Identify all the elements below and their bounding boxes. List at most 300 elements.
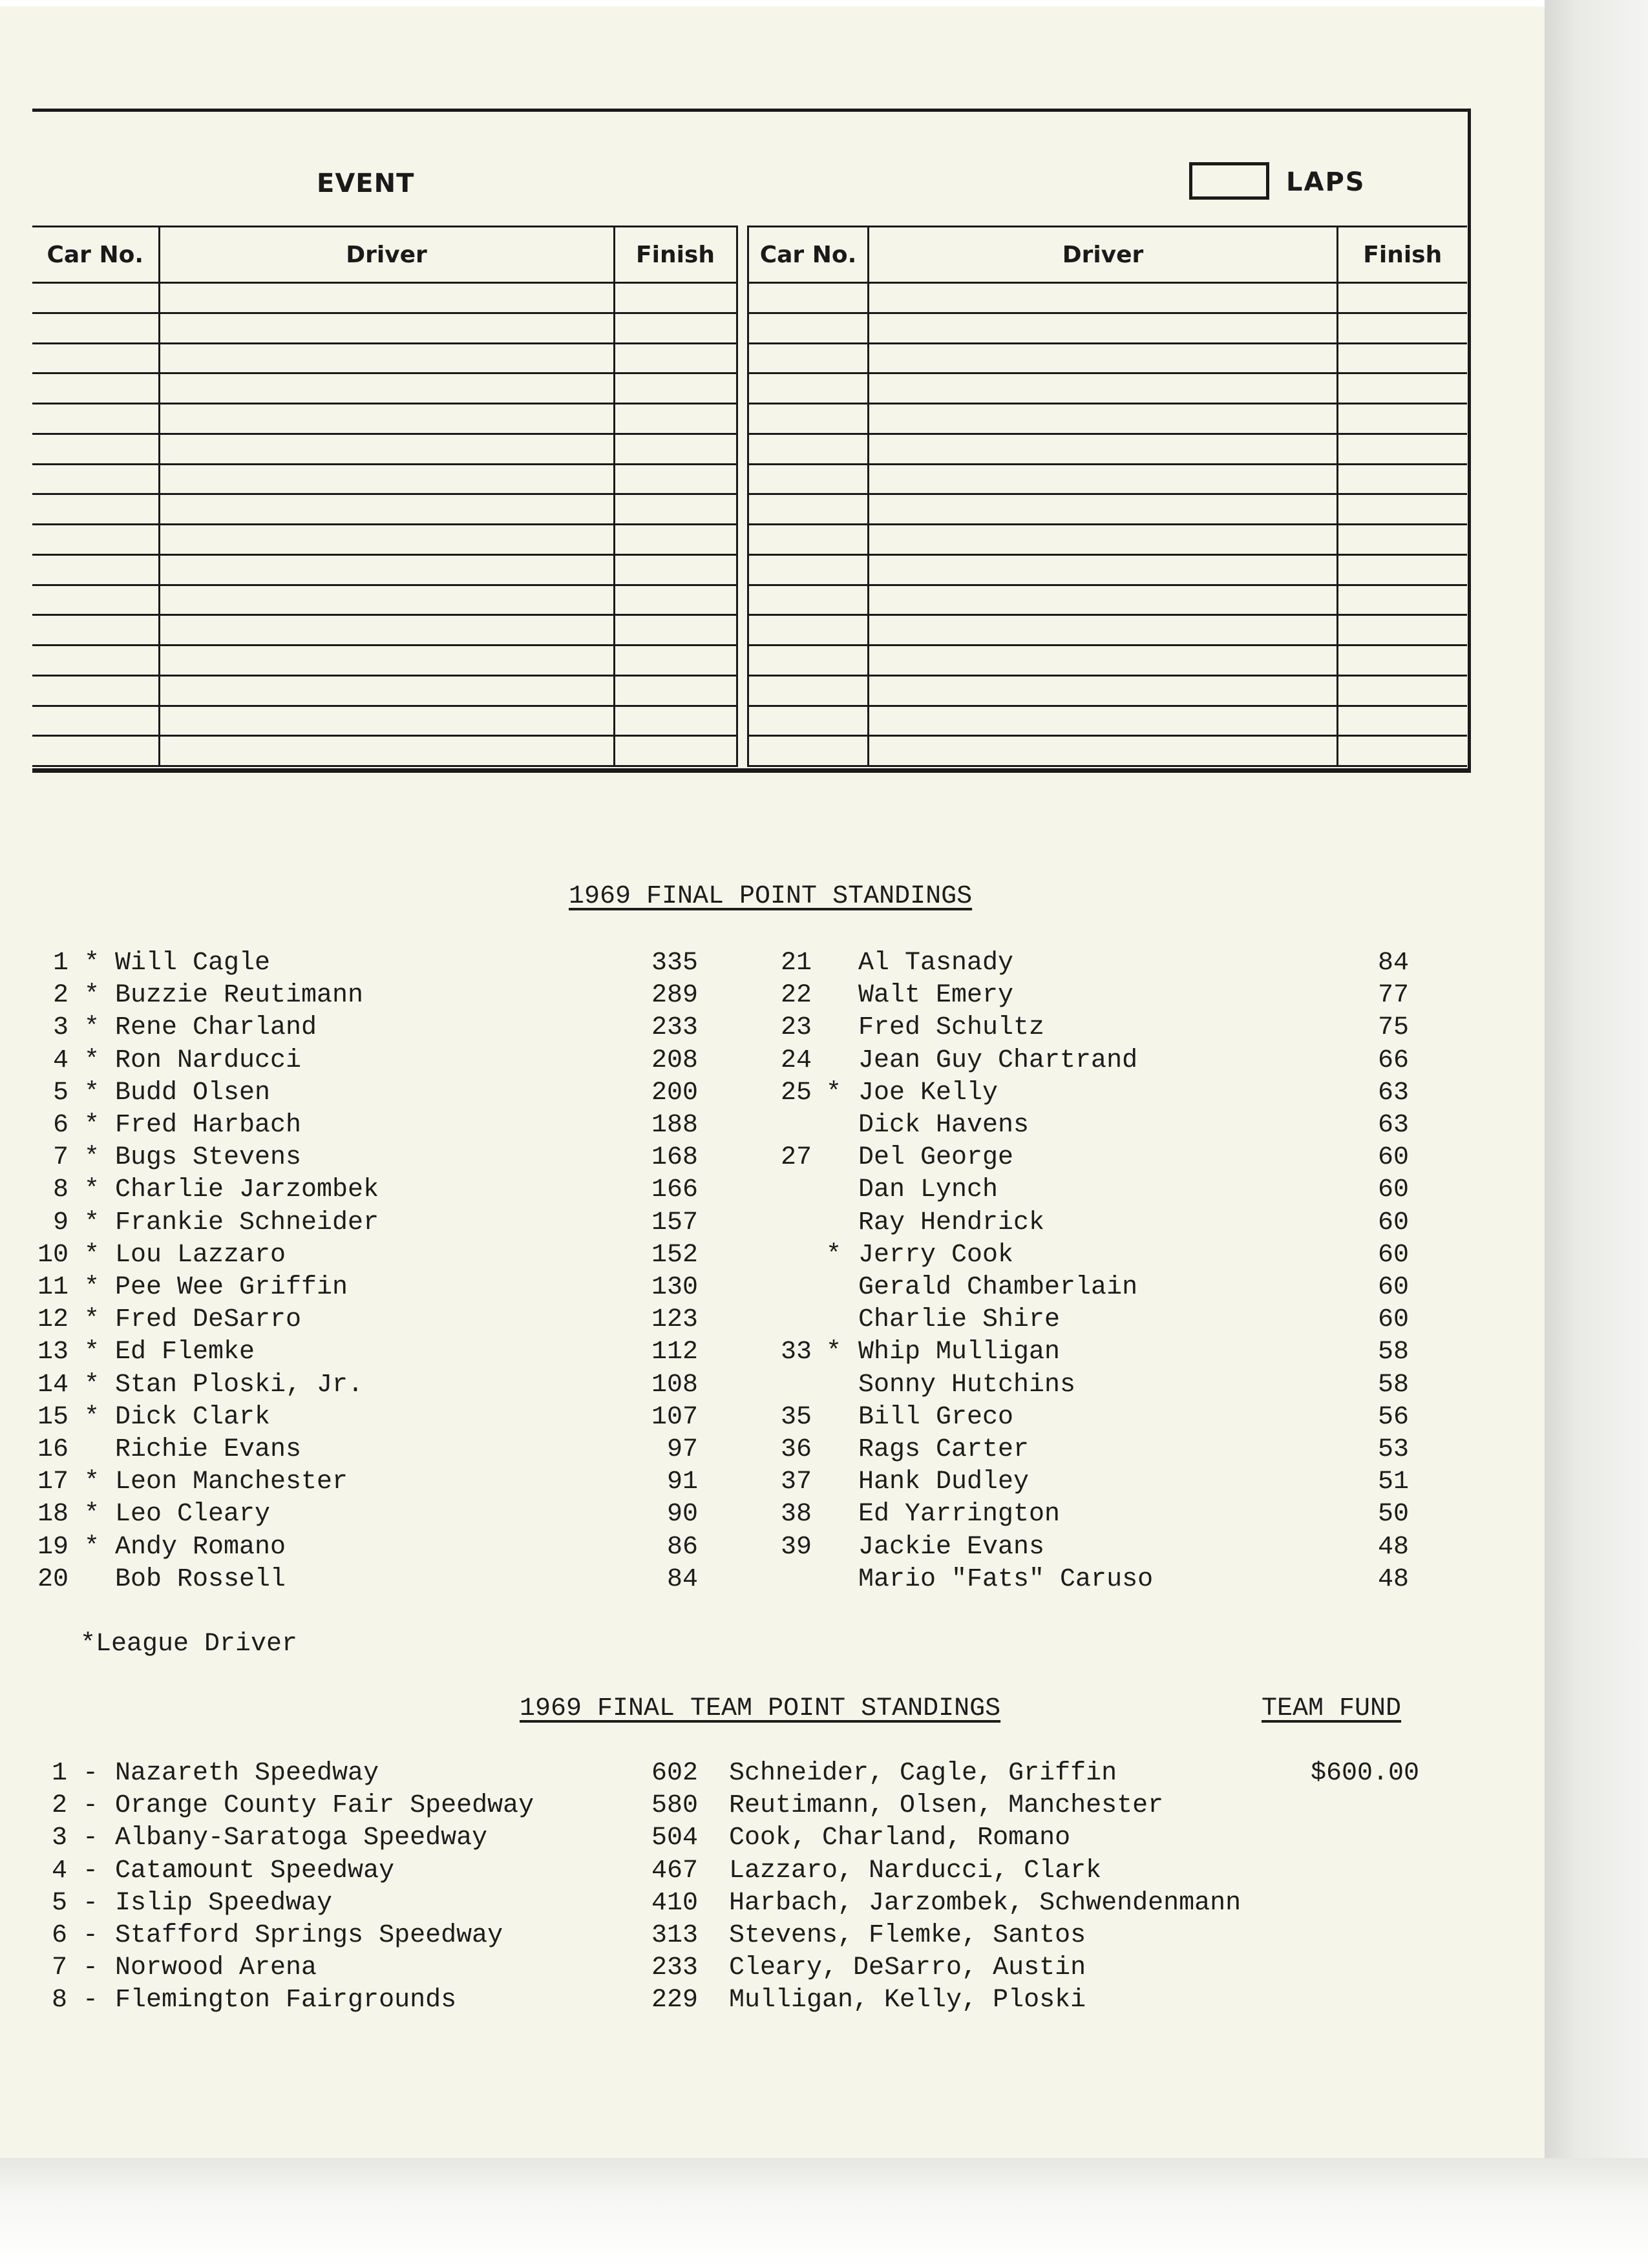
league-driver-marker: *: [84, 981, 100, 1011]
standing-points: 63: [1377, 1078, 1409, 1108]
league-driver-marker: *: [84, 1078, 100, 1108]
team-drivers: Harbach, Jarzombek, Schwendenmann: [729, 1888, 1241, 1918]
blank-entry-row: [748, 646, 1467, 676]
driver-cell[interactable]: [869, 313, 1338, 343]
team-points: 504: [651, 1823, 698, 1853]
car-no-cell[interactable]: [748, 404, 869, 434]
standing-points: 60: [1377, 1175, 1409, 1205]
blank-entry-row: [32, 615, 737, 646]
standing-driver-name: Rags Carter: [858, 1435, 1030, 1464]
league-driver-footnote: *League Driver: [80, 1630, 298, 1659]
team-points: 467: [651, 1856, 698, 1885]
standing-position: 6: [52, 1111, 69, 1140]
league-driver-marker: *: [84, 1467, 100, 1497]
finish-cell[interactable]: [614, 464, 737, 494]
standing-driver-name: Sonny Hutchins: [858, 1370, 1076, 1400]
driver-cell[interactable]: [869, 434, 1338, 464]
standing-driver-name: Whip Mulligan: [858, 1338, 1061, 1367]
finish-cell[interactable]: [1338, 675, 1467, 706]
car-no-cell[interactable]: [32, 313, 159, 343]
driver-cell[interactable]: [869, 585, 1338, 615]
driver-cell[interactable]: [869, 404, 1338, 434]
car-no-cell[interactable]: [748, 525, 869, 555]
standing-position: 37: [780, 1467, 812, 1497]
standing-points: 84: [666, 1564, 698, 1594]
standing-driver-name: Stan Ploski, Jr.: [115, 1370, 364, 1400]
car-no-cell[interactable]: [32, 646, 159, 676]
standing-driver-name: Dick Havens: [858, 1111, 1030, 1140]
driver-cell[interactable]: [159, 525, 614, 555]
finish-cell[interactable]: [1338, 646, 1467, 676]
blank-entry-row: [748, 706, 1467, 736]
car-no-cell[interactable]: [32, 373, 159, 404]
blank-entry-row: [32, 554, 737, 585]
blank-entry-row: [748, 615, 1467, 646]
standing-driver-name: Charlie Shire: [858, 1305, 1061, 1335]
standing-points: 86: [666, 1532, 698, 1562]
standing-position: 33: [780, 1338, 812, 1367]
laps-label: LAPS: [1286, 167, 1366, 197]
finish-header: Finish: [1338, 227, 1467, 283]
finish-cell[interactable]: [614, 313, 737, 343]
finish-cell[interactable]: [1338, 373, 1467, 404]
blank-entry-row: [748, 343, 1467, 373]
driver-cell[interactable]: [159, 404, 614, 434]
team-points: 602: [651, 1759, 698, 1788]
standing-position: 39: [780, 1532, 812, 1562]
driver-cell[interactable]: [159, 434, 614, 464]
driver-cell[interactable]: [869, 343, 1338, 373]
finish-cell[interactable]: [614, 615, 737, 646]
car-no-cell[interactable]: [32, 283, 159, 313]
finish-cell[interactable]: [1338, 434, 1467, 464]
league-driver-marker: *: [826, 1078, 842, 1108]
blank-entry-row: [748, 736, 1467, 766]
standing-position: 3: [52, 1013, 69, 1043]
standing-driver-name: Fred Schultz: [858, 1013, 1045, 1043]
driver-cell[interactable]: [159, 615, 614, 646]
driver-header: Driver: [869, 227, 1338, 283]
standing-points: 208: [651, 1045, 698, 1075]
standing-driver-name: Jean Guy Chartrand: [858, 1045, 1138, 1075]
standing-driver-name: Ed Yarrington: [858, 1500, 1061, 1529]
finish-cell[interactable]: [614, 494, 737, 525]
standing-position: 16: [37, 1435, 69, 1464]
blank-entry-row: [748, 525, 1467, 555]
standing-points: 48: [1377, 1564, 1409, 1594]
standing-points: 51: [1377, 1467, 1409, 1497]
car-no-cell[interactable]: [32, 494, 159, 525]
standing-driver-name: Joe Kelly: [858, 1078, 998, 1108]
league-driver-marker: *: [84, 949, 100, 978]
blank-entry-row: [32, 434, 737, 464]
event-label: EVENT: [317, 169, 415, 198]
blank-entry-row: [32, 646, 737, 676]
standing-points: 60: [1377, 1305, 1409, 1335]
standing-points: 168: [651, 1143, 698, 1173]
standing-driver-name: Will Cagle: [115, 949, 271, 978]
standing-position: 5: [52, 1078, 69, 1108]
finish-cell[interactable]: [614, 525, 737, 555]
finish-cell[interactable]: [614, 373, 737, 404]
standing-driver-name: Walt Emery: [858, 981, 1014, 1011]
standing-driver-name: Andy Romano: [115, 1532, 286, 1562]
team-track-name: Albany-Saratoga Speedway: [115, 1823, 488, 1853]
finish-cell[interactable]: [614, 343, 737, 373]
finish-cell[interactable]: [614, 675, 737, 706]
car-no-cell[interactable]: [32, 525, 159, 555]
finish-cell[interactable]: [1338, 615, 1467, 646]
standing-driver-name: Richie Evans: [115, 1435, 302, 1464]
car-no-cell[interactable]: [32, 706, 159, 736]
league-driver-marker: *: [84, 1111, 100, 1140]
team-drivers: Stevens, Flemke, Santos: [729, 1921, 1086, 1950]
standing-position: 1: [52, 949, 69, 978]
team-position: 2 -: [52, 1791, 99, 1821]
finish-cell[interactable]: [1338, 464, 1467, 494]
car-no-cell[interactable]: [748, 494, 869, 525]
standing-driver-name: Dick Clark: [115, 1402, 271, 1432]
standing-points: 56: [1377, 1402, 1409, 1432]
driver-cell[interactable]: [159, 646, 614, 676]
standing-position: 27: [780, 1143, 812, 1173]
league-driver-marker: *: [84, 1240, 100, 1270]
standing-position: 19: [37, 1532, 69, 1562]
finish-cell[interactable]: [1338, 706, 1467, 736]
league-driver-marker: *: [84, 1500, 100, 1529]
finish-cell[interactable]: [1338, 343, 1467, 373]
car-no-cell[interactable]: [748, 554, 869, 585]
car-no-cell[interactable]: [748, 464, 869, 494]
standing-position: 9: [52, 1208, 69, 1237]
finish-cell[interactable]: [614, 706, 737, 736]
standing-position: 7: [52, 1143, 69, 1173]
standing-points: 75: [1377, 1013, 1409, 1043]
standing-driver-name: Bob Rossell: [115, 1564, 286, 1594]
blank-entry-row: [32, 706, 737, 736]
standing-position: 20: [37, 1564, 69, 1594]
driver-cell[interactable]: [159, 283, 614, 313]
car-no-cell[interactable]: [748, 373, 869, 404]
standing-points: 63: [1377, 1111, 1409, 1140]
league-driver-marker: *: [84, 1143, 100, 1173]
driver-cell[interactable]: [159, 675, 614, 706]
league-driver-marker: *: [826, 1338, 842, 1367]
finish-cell[interactable]: [1338, 283, 1467, 313]
driver-cell[interactable]: [159, 464, 614, 494]
team-standings-title: 1969 FINAL TEAM POINT STANDINGS: [520, 1694, 1001, 1723]
team-drivers: Mulligan, Kelly, Ploski: [729, 1986, 1086, 2015]
blank-entry-row: [748, 554, 1467, 585]
team-drivers: Cook, Charland, Romano: [729, 1823, 1071, 1853]
car-no-cell[interactable]: [32, 585, 159, 615]
team-fund-amount: $600.00: [1311, 1759, 1420, 1788]
blank-entry-row: [32, 373, 737, 404]
team-track-name: Norwood Arena: [115, 1953, 317, 1983]
blank-entry-row: [32, 736, 737, 766]
standing-driver-name: Al Tasnady: [858, 949, 1014, 978]
standing-points: 166: [651, 1175, 698, 1205]
standing-points: 91: [666, 1467, 698, 1497]
standing-driver-name: Rene Charland: [115, 1013, 317, 1043]
standing-position: 4: [52, 1045, 69, 1075]
standing-driver-name: Mario "Fats" Caruso: [858, 1564, 1154, 1594]
standing-points: 289: [651, 981, 698, 1011]
standing-points: 58: [1377, 1370, 1409, 1400]
finish-cell[interactable]: [1338, 736, 1467, 766]
standing-points: 130: [651, 1273, 698, 1302]
standing-driver-name: Fred DeSarro: [115, 1305, 302, 1335]
standing-points: 152: [651, 1240, 698, 1270]
driver-cell[interactable]: [159, 554, 614, 585]
league-driver-marker: *: [84, 1402, 100, 1432]
blank-entry-row: [748, 404, 1467, 434]
team-position: 1 -: [52, 1759, 99, 1788]
standing-position: 23: [780, 1013, 812, 1043]
standing-points: 50: [1377, 1500, 1409, 1529]
blank-entry-row: [32, 404, 737, 434]
standing-position: 17: [37, 1467, 69, 1497]
team-points: 233: [651, 1953, 698, 1983]
standing-points: 107: [651, 1402, 698, 1432]
driver-cell[interactable]: [869, 464, 1338, 494]
driver-cell[interactable]: [869, 554, 1338, 585]
team-track-name: Stafford Springs Speedway: [115, 1921, 503, 1950]
standing-points: 112: [651, 1338, 698, 1367]
standing-position: 2: [52, 981, 69, 1011]
finish-cell[interactable]: [1338, 404, 1467, 434]
team-track-name: Orange County Fair Speedway: [115, 1791, 534, 1821]
standing-driver-name: Jerry Cook: [858, 1240, 1014, 1270]
finish-cell[interactable]: [614, 404, 737, 434]
standing-driver-name: Frankie Schneider: [115, 1208, 379, 1237]
driver-cell[interactable]: [869, 646, 1338, 676]
standing-driver-name: Pee Wee Griffin: [115, 1273, 348, 1302]
car-no-cell[interactable]: [32, 615, 159, 646]
finish-cell[interactable]: [614, 646, 737, 676]
team-points: 580: [651, 1791, 698, 1821]
blank-entry-row: [748, 373, 1467, 404]
standing-driver-name: Del George: [858, 1143, 1014, 1173]
team-drivers: Lazzaro, Narducci, Clark: [729, 1856, 1102, 1885]
driver-cell[interactable]: [869, 525, 1338, 555]
scan-shadow-bottom: [0, 2158, 1648, 2268]
driver-cell[interactable]: [159, 373, 614, 404]
league-driver-marker: *: [84, 1013, 100, 1043]
car-no-cell[interactable]: [32, 434, 159, 464]
standing-position: 25: [780, 1078, 812, 1108]
league-driver-marker: *: [84, 1045, 100, 1075]
standing-position: 35: [780, 1402, 812, 1432]
standing-driver-name: Ray Hendrick: [858, 1208, 1045, 1237]
car-no-cell[interactable]: [748, 283, 869, 313]
event-entry-form: [32, 109, 1471, 773]
point-standings-title: 1969 FINAL POINT STANDINGS: [569, 882, 973, 911]
car-no-cell[interactable]: [748, 646, 869, 676]
standing-points: 77: [1377, 981, 1409, 1011]
laps-entry-box[interactable]: [1189, 162, 1269, 200]
blank-entry-row: [748, 675, 1467, 706]
driver-cell[interactable]: [869, 373, 1338, 404]
driver-cell[interactable]: [159, 313, 614, 343]
team-points: 229: [651, 1986, 698, 2015]
driver-cell[interactable]: [159, 706, 614, 736]
blank-entry-row: [748, 494, 1467, 525]
league-driver-marker: *: [84, 1338, 100, 1367]
car-no-cell[interactable]: [32, 554, 159, 585]
team-position: 3 -: [52, 1823, 99, 1853]
standing-driver-name: Bugs Stevens: [115, 1143, 302, 1173]
car-no-cell[interactable]: [748, 585, 869, 615]
driver-cell[interactable]: [159, 494, 614, 525]
standing-driver-name: Buzzie Reutimann: [115, 981, 364, 1011]
finish-cell[interactable]: [614, 736, 737, 766]
standing-position: 10: [37, 1240, 69, 1270]
car-no-cell[interactable]: [748, 343, 869, 373]
standing-points: 53: [1377, 1435, 1409, 1464]
standing-driver-name: Dan Lynch: [858, 1175, 998, 1205]
standing-points: 157: [651, 1208, 698, 1237]
car-no-cell[interactable]: [32, 464, 159, 494]
finish-cell[interactable]: [614, 585, 737, 615]
car-no-cell[interactable]: [32, 736, 159, 766]
scan-shadow-right: [1545, 0, 1648, 2268]
finish-cell[interactable]: [1338, 494, 1467, 525]
finish-cell[interactable]: [614, 434, 737, 464]
team-points: 410: [651, 1888, 698, 1918]
blank-entry-row: [32, 313, 737, 343]
driver-cell[interactable]: [869, 736, 1338, 766]
team-drivers: Reutimann, Olsen, Manchester: [729, 1791, 1164, 1821]
car-no-cell[interactable]: [32, 404, 159, 434]
standing-position: 18: [37, 1500, 69, 1529]
team-position: 8 -: [52, 1986, 99, 2015]
finish-cell[interactable]: [1338, 313, 1467, 343]
team-drivers: Cleary, DeSarro, Austin: [729, 1953, 1086, 1983]
driver-cell[interactable]: [869, 494, 1338, 525]
finish-cell[interactable]: [1338, 525, 1467, 555]
standing-points: 335: [651, 949, 698, 978]
driver-cell[interactable]: [159, 343, 614, 373]
driver-cell[interactable]: [159, 736, 614, 766]
car-no-cell[interactable]: [748, 706, 869, 736]
standing-points: 200: [651, 1078, 698, 1108]
blank-entry-row: [748, 313, 1467, 343]
standing-points: 90: [666, 1500, 698, 1529]
standing-points: 97: [666, 1435, 698, 1464]
standing-position: 14: [37, 1370, 69, 1400]
team-position: 6 -: [52, 1921, 99, 1950]
blank-entry-row: [748, 464, 1467, 494]
car-no-cell[interactable]: [748, 675, 869, 706]
blank-entry-row: [32, 675, 737, 706]
blank-entry-row: [32, 494, 737, 525]
finish-cell[interactable]: [1338, 554, 1467, 585]
league-driver-marker: *: [84, 1175, 100, 1205]
standing-points: 123: [651, 1305, 698, 1335]
standing-driver-name: Lou Lazzaro: [115, 1240, 286, 1270]
standing-points: 108: [651, 1370, 698, 1400]
team-drivers: Schneider, Cagle, Griffin: [729, 1759, 1117, 1788]
team-position: 7 -: [52, 1953, 99, 1983]
driver-cell[interactable]: [869, 615, 1338, 646]
finish-cell[interactable]: [1338, 585, 1467, 615]
blank-entry-row: [32, 464, 737, 494]
standing-points: 60: [1377, 1143, 1409, 1173]
car-no-cell[interactable]: [748, 434, 869, 464]
team-track-name: Islip Speedway: [115, 1888, 333, 1918]
blank-entry-row: [748, 283, 1467, 313]
team-position: 4 -: [52, 1856, 99, 1885]
standing-driver-name: Leo Cleary: [115, 1500, 271, 1529]
standing-driver-name: Budd Olsen: [115, 1078, 271, 1108]
driver-cell[interactable]: [869, 706, 1338, 736]
team-track-name: Nazareth Speedway: [115, 1759, 379, 1788]
standing-points: 60: [1377, 1240, 1409, 1270]
blank-entry-row: [748, 585, 1467, 615]
blank-entry-row: [32, 283, 737, 313]
entry-grid-right: [747, 226, 1467, 767]
standing-position: 36: [780, 1435, 812, 1464]
standing-driver-name: Jackie Evans: [858, 1532, 1045, 1562]
standing-points: 58: [1377, 1338, 1409, 1367]
league-driver-marker: *: [84, 1532, 100, 1562]
finish-cell[interactable]: [614, 283, 737, 313]
standing-driver-name: Ron Narducci: [115, 1045, 302, 1075]
finish-cell[interactable]: [614, 554, 737, 585]
standing-position: 11: [37, 1273, 69, 1302]
league-driver-marker: *: [84, 1305, 100, 1335]
driver-cell[interactable]: [869, 283, 1338, 313]
car-no-cell[interactable]: [748, 615, 869, 646]
car-no-cell[interactable]: [32, 675, 159, 706]
team-track-name: Flemington Fairgrounds: [115, 1986, 457, 2015]
standing-driver-name: Ed Flemke: [115, 1338, 255, 1367]
standing-driver-name: Hank Dudley: [858, 1467, 1030, 1497]
standing-position: 38: [780, 1500, 812, 1529]
driver-cell[interactable]: [869, 675, 1338, 706]
standing-driver-name: Bill Greco: [858, 1402, 1014, 1432]
standing-position: 8: [52, 1175, 69, 1205]
finish-header: Finish: [614, 227, 737, 283]
driver-header: Driver: [159, 227, 614, 283]
car-no-cell[interactable]: [748, 736, 869, 766]
entry-grid-left: [32, 226, 738, 767]
standing-points: 48: [1377, 1532, 1409, 1562]
standing-position: 15: [37, 1402, 69, 1432]
driver-cell[interactable]: [159, 585, 614, 615]
standing-position: 24: [780, 1045, 812, 1075]
league-driver-marker: *: [84, 1208, 100, 1237]
standing-driver-name: Gerald Chamberlain: [858, 1273, 1138, 1302]
league-driver-marker: *: [826, 1240, 842, 1270]
team-position: 5 -: [52, 1888, 99, 1918]
blank-entry-row: [748, 434, 1467, 464]
standing-position: 12: [37, 1305, 69, 1335]
blank-entry-row: [32, 343, 737, 373]
team-points: 313: [651, 1921, 698, 1950]
car-no-cell[interactable]: [32, 343, 159, 373]
standing-points: 188: [651, 1111, 698, 1140]
league-driver-marker: *: [84, 1370, 100, 1400]
standing-points: 84: [1377, 949, 1409, 978]
standing-position: 22: [780, 981, 812, 1011]
standing-driver-name: Fred Harbach: [115, 1111, 302, 1140]
standing-points: 60: [1377, 1273, 1409, 1302]
car-no-header: Car No.: [748, 227, 869, 283]
car-no-cell[interactable]: [748, 313, 869, 343]
standing-points: 66: [1377, 1045, 1409, 1075]
